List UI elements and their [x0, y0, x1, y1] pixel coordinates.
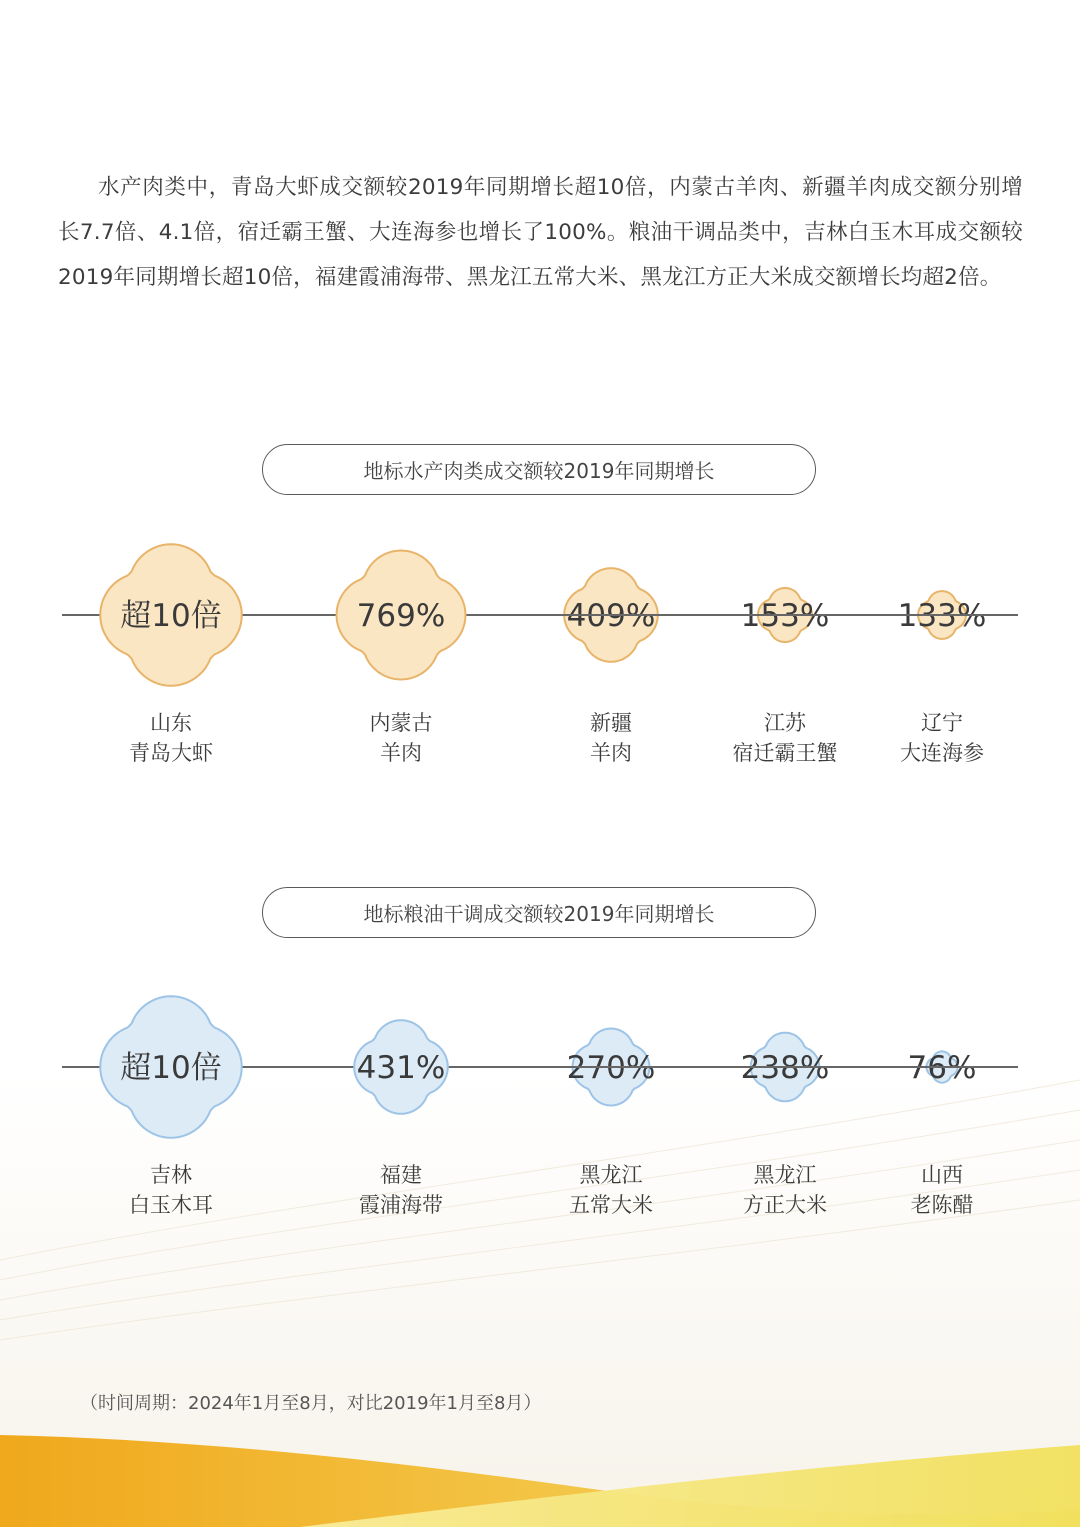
region-text: 新疆	[590, 711, 632, 735]
region-text: 山东	[150, 711, 192, 735]
product-text: 五常大米	[569, 1193, 653, 1217]
product-text: 宿迁霸王蟹	[732, 741, 838, 765]
section1-value-label-4: 153%	[740, 598, 830, 634]
section2-label-3	[521, 1160, 701, 1220]
product-text: 白玉木耳	[129, 1193, 213, 1217]
region-text: 江苏	[764, 711, 806, 735]
product-text: 霞浦海带	[359, 1193, 443, 1217]
region-text: 内蒙古	[369, 711, 433, 735]
section2-value-label-4: 238%	[740, 1050, 830, 1086]
section2-value-label-5: 76%	[907, 1050, 977, 1086]
product-text: 青岛大虾	[129, 741, 213, 765]
section1-label-2	[311, 708, 491, 768]
section1-label-1	[81, 708, 261, 768]
region-text: 黑龙江	[753, 1163, 817, 1187]
section1-value-label-5: 133%	[897, 598, 987, 634]
time-period-footnote: （时间周期：2024年1月至8月，对比2019年1月至8月）	[80, 1393, 542, 1414]
section1-label-5	[852, 708, 1032, 768]
section2-label-2	[311, 1160, 491, 1220]
section1-label-3	[521, 708, 701, 768]
region-text: 吉林	[150, 1163, 192, 1187]
section1-value-label-1: 超10倍	[120, 598, 222, 634]
product-text: 老陈醋	[910, 1193, 974, 1217]
section2-title-pill: 地标粮油干调成交额较2019年同期增长	[262, 887, 816, 938]
section1-value-label-2: 769%	[356, 598, 446, 634]
region-text: 辽宁	[921, 711, 963, 735]
region-text: 黑龙江	[579, 1163, 643, 1187]
section2-label-4	[695, 1160, 875, 1220]
intro-paragraph: 水产肉类中，青岛大虾成交额较2019年同期增长超10倍，内蒙古羊肉、新疆羊肉成交额分别增长7.7倍、4.1倍，宿迁霸王蟹、大连海参也增长了100%。粮油干调品类中，吉林白玉木耳成交额较2019年同期增长超10倍，福建霞浦海带、黑龙江五常大米、黑龙江方正大米成交额增长均超2倍。	[58, 175, 1023, 290]
section1-title-pill: 地标水产肉类成交额较2019年同期增长	[262, 444, 816, 495]
product-text: 大连海参	[900, 741, 984, 765]
section2-value-label-2: 431%	[356, 1050, 446, 1086]
section2-value-label-3: 270%	[566, 1050, 656, 1086]
region-text: 福建	[380, 1163, 422, 1187]
product-text: 羊肉	[590, 741, 632, 765]
region-text: 山西	[921, 1163, 963, 1187]
section2-label-1	[81, 1160, 261, 1220]
product-text: 方正大米	[743, 1193, 827, 1217]
product-text: 羊肉	[380, 741, 422, 765]
section1-label-4	[695, 708, 875, 768]
section2-label-5	[852, 1160, 1032, 1220]
section2-value-label-1: 超10倍	[120, 1050, 222, 1086]
section1-value-label-3: 409%	[566, 598, 656, 634]
